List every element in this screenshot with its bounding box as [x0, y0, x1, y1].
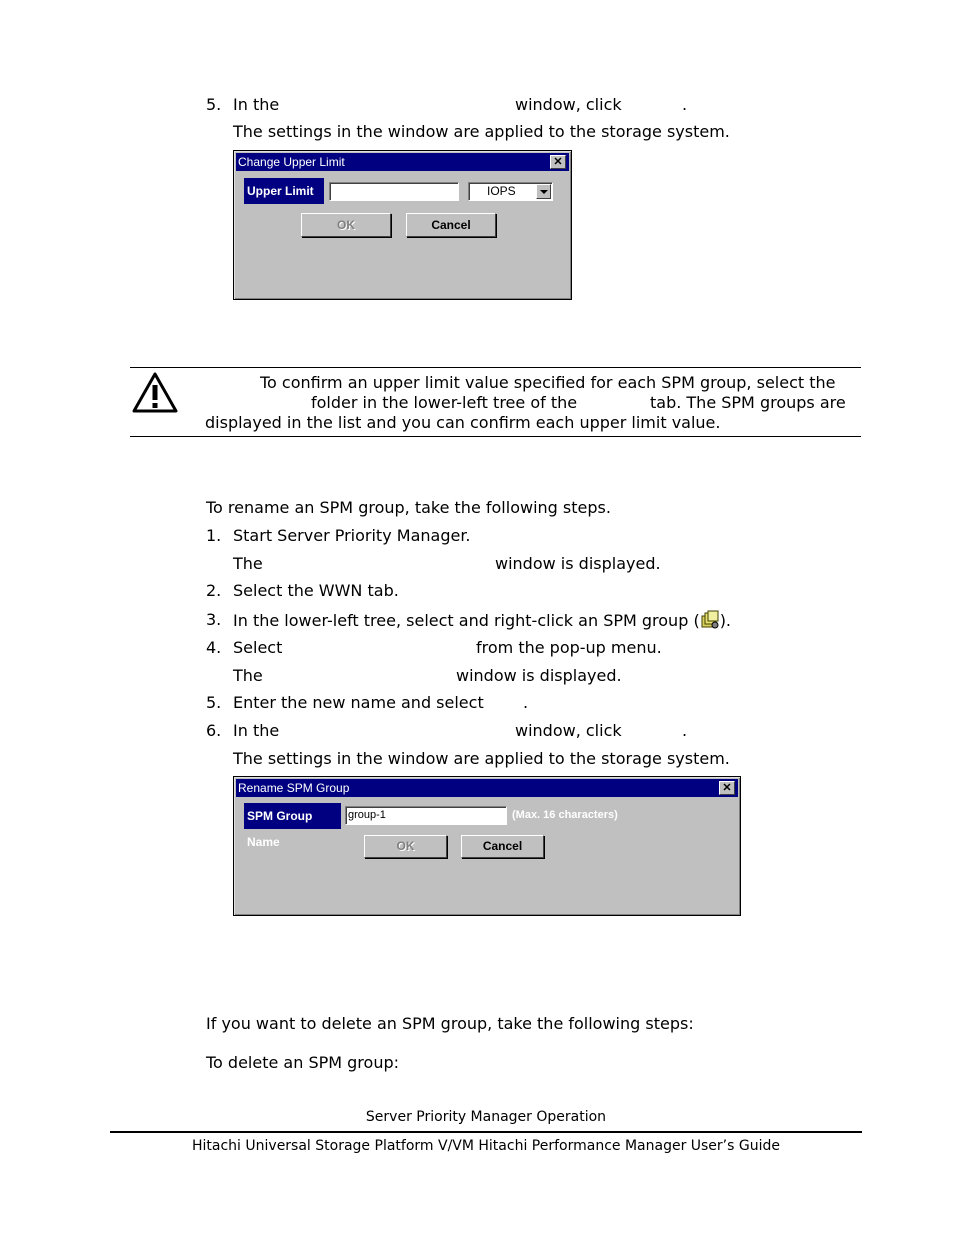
step-1-note-end: window is displayed.	[495, 554, 661, 573]
footer-rule	[110, 1131, 862, 1133]
cancel-button[interactable]: Cancel	[461, 835, 544, 858]
caution-line-2a: folder in the lower-left tree of the	[311, 393, 578, 412]
close-icon[interactable]: ✕	[550, 155, 566, 169]
dialog-title: Rename SPM Group	[238, 781, 350, 795]
delete-lead: To delete an SPM group:	[206, 1053, 400, 1072]
rename-intro: To rename an SPM group, take the following steps.	[206, 498, 611, 517]
step-6-text-start: In the	[233, 721, 280, 740]
step-6-text-middle: window, click	[515, 721, 622, 740]
spm-group-icon	[700, 610, 720, 630]
step-5-note: The settings in the window are applied to the storage system.	[233, 122, 730, 141]
step-2-number: 2.	[206, 581, 222, 600]
footer-guide-title: Hitachi Universal Storage Platform V/VM Hitachi Performance Manager User’s Guide	[192, 1138, 780, 1154]
chevron-down-icon[interactable]	[536, 184, 551, 199]
cancel-button[interactable]: Cancel	[406, 213, 496, 237]
step-5-text: Enter the new name and select	[233, 693, 484, 712]
max-length-hint: (Max. 16 characters)	[512, 809, 618, 821]
close-icon[interactable]: ✕	[719, 781, 735, 795]
spm-group-name-label: SPM Group Name	[244, 803, 341, 829]
upper-limit-input[interactable]	[329, 182, 459, 201]
caution-top-rule	[130, 367, 861, 368]
step-4-note-start: The	[233, 666, 263, 685]
step-3-number: 3.	[206, 610, 222, 629]
dialog-title-bar	[236, 779, 738, 797]
step-1-note-start: The	[233, 554, 263, 573]
change-upper-limit-dialog	[233, 150, 572, 300]
step-2-text: Select the WWN tab.	[233, 581, 399, 600]
unit-select-value: IOPS	[487, 184, 516, 198]
step-5-text-start: In the	[233, 95, 280, 114]
step-5-number: 5.	[206, 95, 222, 114]
dialog-title-bar	[236, 153, 569, 171]
caution-line-2b: tab. The SPM groups are	[650, 393, 846, 412]
step-6-text-end: .	[682, 721, 688, 740]
rename-spm-group-dialog	[233, 776, 741, 916]
caution-bottom-rule	[130, 436, 861, 437]
caution-line-3: displayed in the list and you can confirm each upper limit value.	[205, 413, 721, 432]
upper-limit-label: Upper Limit	[244, 178, 324, 204]
caution-line-1: To confirm an upper limit value specified for each SPM group, select the	[260, 373, 836, 392]
step-5-text-middle: window, click	[515, 95, 622, 114]
step-1-text: Start Server Priority Manager.	[233, 526, 471, 545]
step-3-text-start: In the lower-left tree, select and right-click an SPM group (	[233, 611, 700, 630]
step-5-text-end: .	[682, 95, 688, 114]
dialog-title: Change Upper Limit	[238, 155, 345, 169]
step-5-text-end: .	[523, 693, 529, 712]
spm-group-name-input[interactable]: group-1	[345, 806, 507, 825]
footer-section-title: Server Priority Manager Operation	[365, 1109, 607, 1125]
step-5-number: 5.	[206, 693, 222, 712]
delete-intro: If you want to delete an SPM group, take the following steps:	[206, 1014, 694, 1033]
unit-select[interactable]	[468, 182, 553, 201]
step-3-text	[233, 610, 731, 630]
step-4-text-end: from the pop-up menu.	[476, 638, 662, 657]
step-4-text-start: Select	[233, 638, 283, 657]
step-4-note-end: window is displayed.	[456, 666, 622, 685]
step-3-text-end: ).	[719, 611, 732, 630]
step-6-note: The settings in the window are applied to the storage system.	[233, 749, 730, 768]
ok-button[interactable]: OK	[364, 835, 447, 858]
step-6-number: 6.	[206, 721, 222, 740]
step-1-number: 1.	[206, 526, 222, 545]
warning-icon	[131, 371, 179, 414]
step-4-number: 4.	[206, 638, 222, 657]
ok-button[interactable]: OK	[301, 213, 391, 237]
